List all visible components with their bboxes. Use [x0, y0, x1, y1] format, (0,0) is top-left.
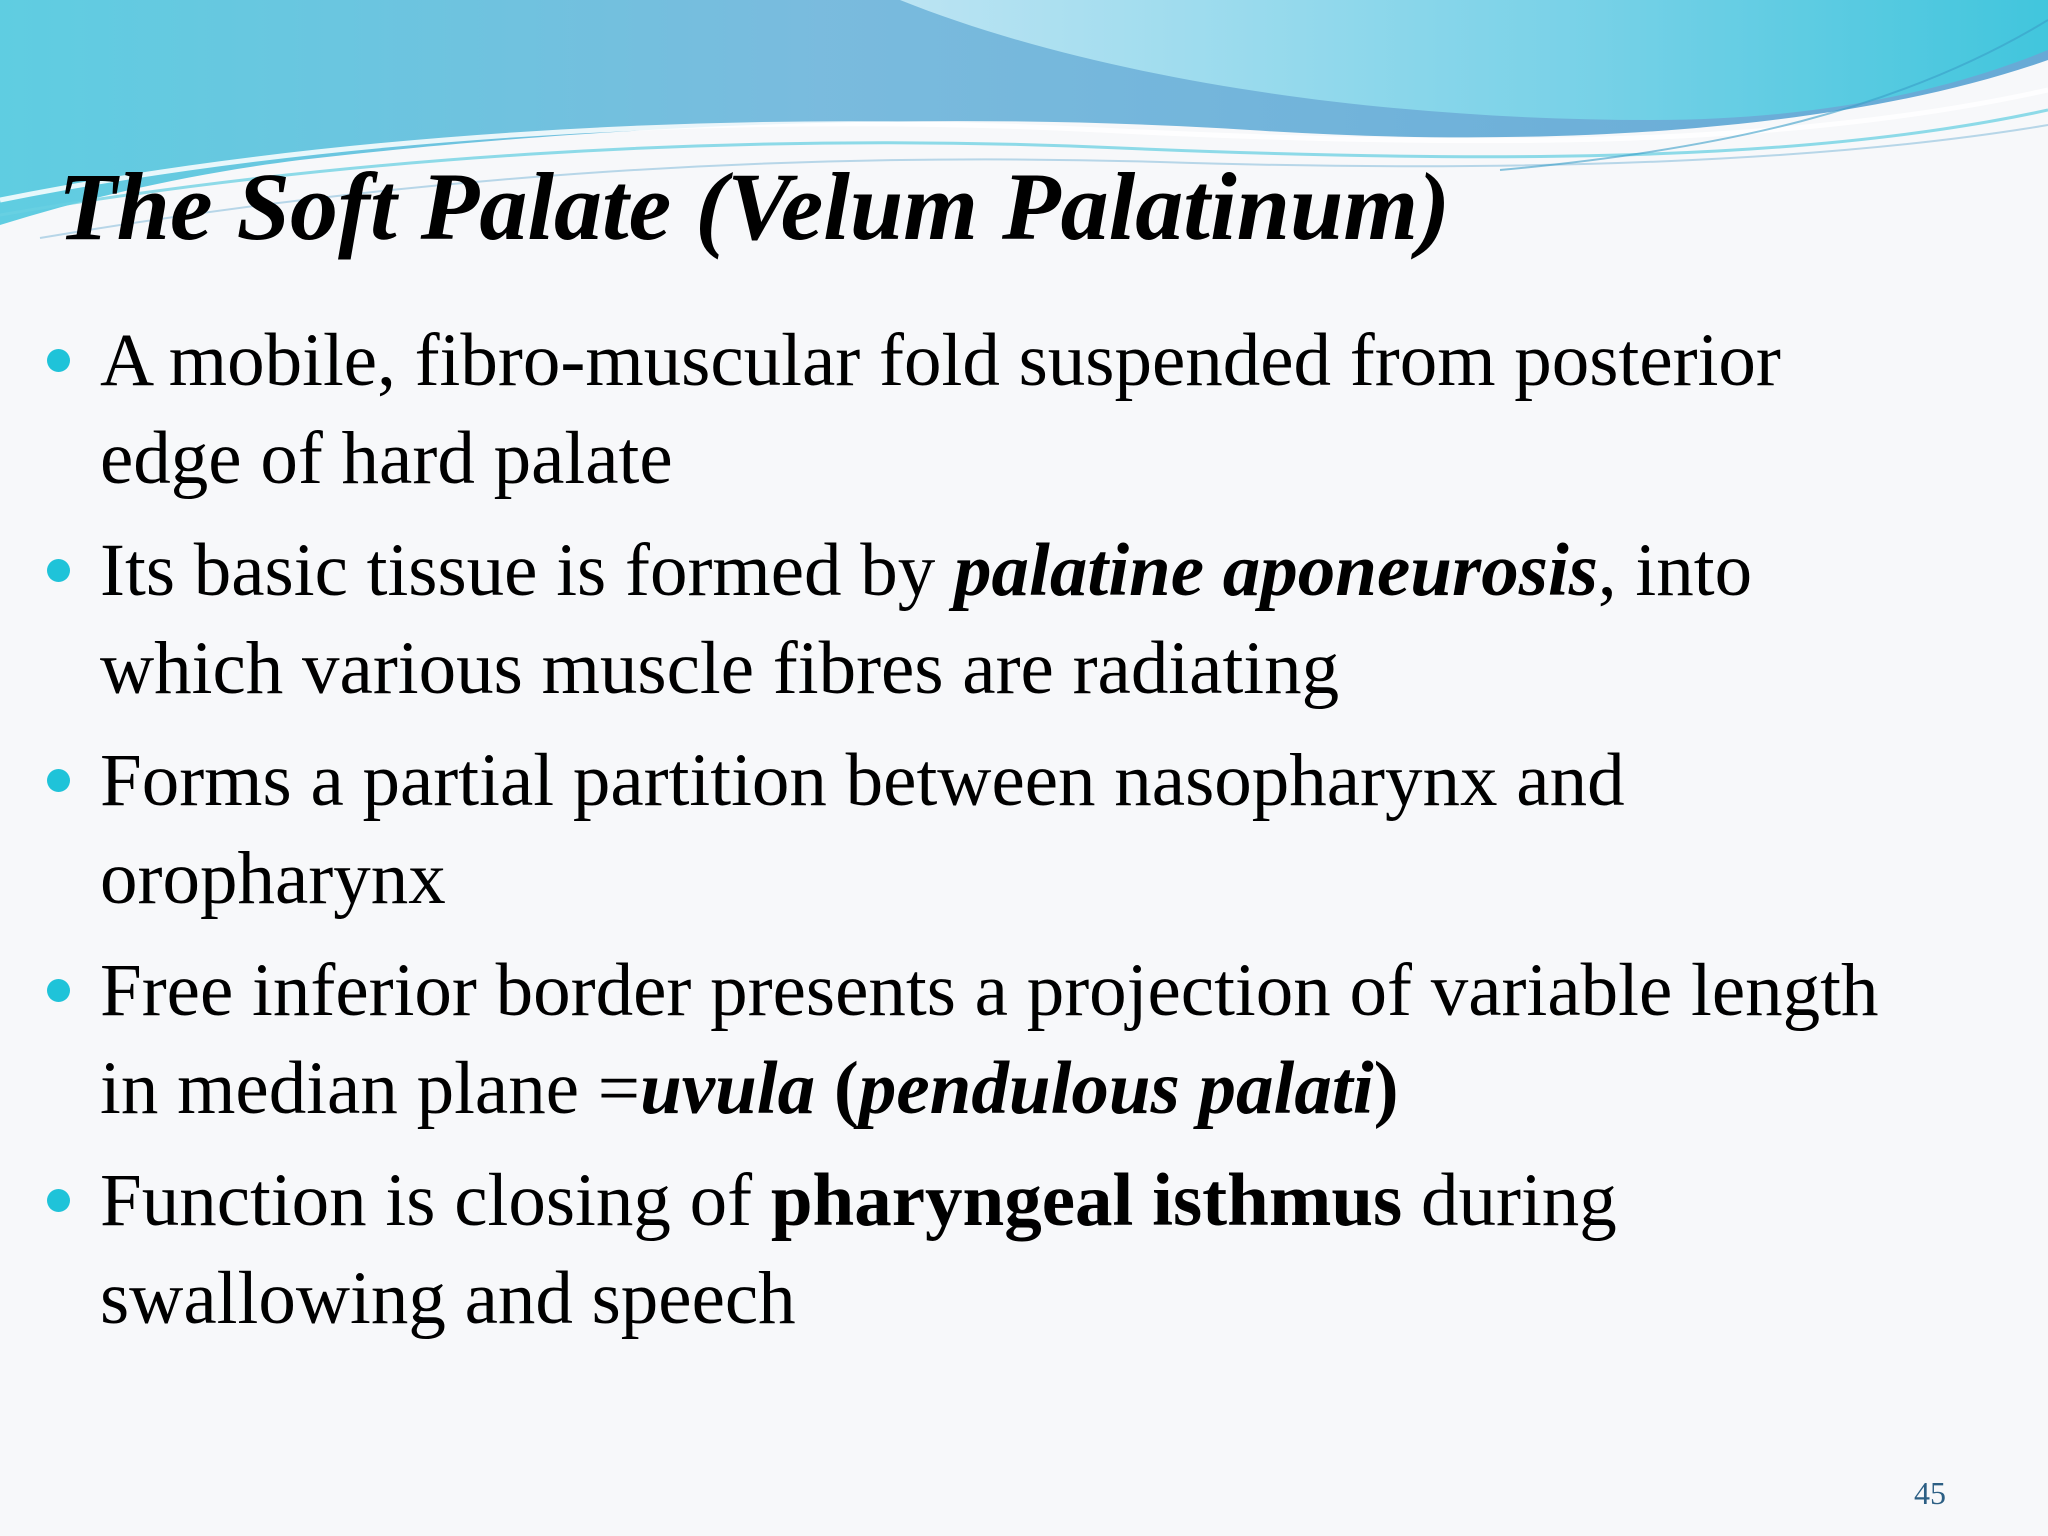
bullet-text: in median plane =	[100, 1047, 641, 1130]
bullet-list	[0, 312, 2048, 1362]
bullet-text: during	[1402, 1159, 1617, 1242]
slide-title: The Soft Palate (Velum Palatinum)	[58, 153, 1451, 260]
bullet-line: oropharynx	[100, 837, 446, 920]
bullet-line: which various muscle fibres are radiating	[100, 627, 1340, 710]
bullet-line	[100, 1040, 2008, 1138]
bullet-paren: (	[815, 1047, 859, 1130]
bullet-line: Free inferior border presents a projection of variable length	[100, 949, 1879, 1032]
bullet-dot-icon	[47, 769, 70, 792]
bullet-emphasis-term: uvula	[640, 1047, 816, 1130]
bullet-line: A mobile, fibro-muscular fold suspended from posterior	[100, 319, 1781, 402]
bullet-line: edge of hard palate	[100, 417, 673, 500]
bullet-dot-icon	[47, 349, 70, 372]
bullet-line: Forms a partial partition between nasopharynx and	[100, 739, 1625, 822]
bullet-text: Function is closing of	[100, 1159, 771, 1242]
bullet-text: , into	[1597, 529, 1753, 612]
bullet-item	[0, 312, 2048, 508]
bullet-line	[100, 522, 2008, 620]
slide-number: 45	[1914, 1475, 1946, 1511]
bullet-item	[0, 1152, 2048, 1348]
bullet-paren: )	[1373, 1047, 1399, 1130]
bullet-line: swallowing and speech	[100, 1257, 796, 1340]
bullet-text: Its basic tissue is formed by	[100, 529, 955, 612]
bullet-emphasis-term: pendulous palati	[858, 1047, 1374, 1130]
bullet-bold-term: pharyngeal isthmus	[770, 1159, 1403, 1242]
bullet-line	[100, 1152, 2008, 1250]
bullet-item	[0, 732, 2048, 928]
bullet-dot-icon	[47, 1189, 70, 1212]
bullet-item	[0, 942, 2048, 1138]
bullet-item	[0, 522, 2048, 718]
bullet-emphasis-term: palatine aponeurosis	[954, 529, 1598, 612]
bullet-dot-icon	[47, 979, 70, 1002]
bullet-dot-icon	[47, 559, 70, 582]
